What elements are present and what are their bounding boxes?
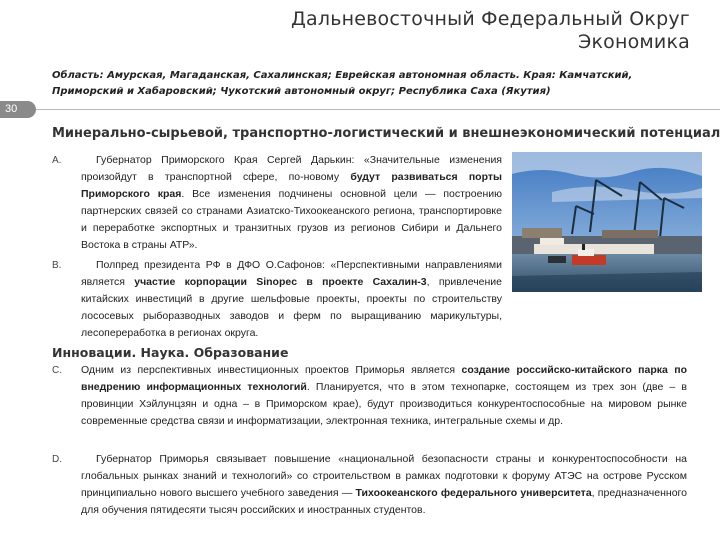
section-heading-innovation: Инновации. Наука. Образование [52,345,289,360]
title-line-2: Экономика [577,31,690,53]
page-number-badge: 30 [0,101,36,118]
item-label: C. [52,365,62,376]
divider-line [0,109,720,110]
item-label: D. [52,454,62,465]
section-heading-potential: Минерально-сырьевой, транспортно-логистический и внешнеэкономический потенциал [52,126,720,141]
item-label: A. [52,155,62,166]
item-text: Одним из перспективных инвестиционных проектов Приморья является создание российско-китайского парка по внедрению информационных технологий. Планируется, что в этом технопарке, состоящем из трех зон (две – в провинции Хэйлунцзян и одна – в Приморском крае), будут производиться конкурентоспособные на мировом рынке современные средства связи и информатизации, электронная техника, интегральные схемы и др. [81,364,688,427]
list-item-d [52,451,687,519]
list-item-c [52,362,687,430]
item-text: Полпред президента РФ в ДФО О.Сафонов: «Перспективными направлениями является участие корпорации Sinopec в проекте Сахалин-3, привлечение китайских инвестиций в другие шельфовые проекты, проекты по строительству лососевых рыборазводных заводов и ферм по выращиванию марикультуры, лесопереработка в регионах округа. [81,259,503,339]
item-text: Губернатор Приморья связывает повышение «национальной безопасности страны и конкурентоспособности на глобальных рынках знаний и технологий» со строительством в рамках подготовки к форуму АТЭС на острове Русском принципиально нового высшего учебного заведения — Тихоокеанского федерального университета, предназначенного для обучения пятидесяти тысяч российских и иностранных студентов. [81,453,687,516]
regions-text: Область: Амурская, Магаданская, Сахалинская; Еврейская автономная область. Края: Камчатский, Приморский и Хабаровский; Чукотский автономный округ; Республика Саха (Якутия) [52,70,633,97]
slide-title [291,8,690,54]
port-photo [512,152,702,292]
list-item-a [52,152,502,254]
item-text: Губернатор Приморского Края Сергей Дарькин: «Значительные изменения произойдут в транспортной сфере, по-новому будут развиваться порты Приморского края. Все изменения подчинены основной цели — построению партнерских связей со странами Азиатско-Тихоокеанского региона, транспортировке и переработке экспортных и транзитных грузов из регионов Сибири и Дальнего Востока в страны АТР». [81,154,502,251]
list-item-b [52,257,502,342]
item-label: B. [52,260,62,271]
title-line-1: Дальневосточный Федеральный Округ [291,8,690,30]
